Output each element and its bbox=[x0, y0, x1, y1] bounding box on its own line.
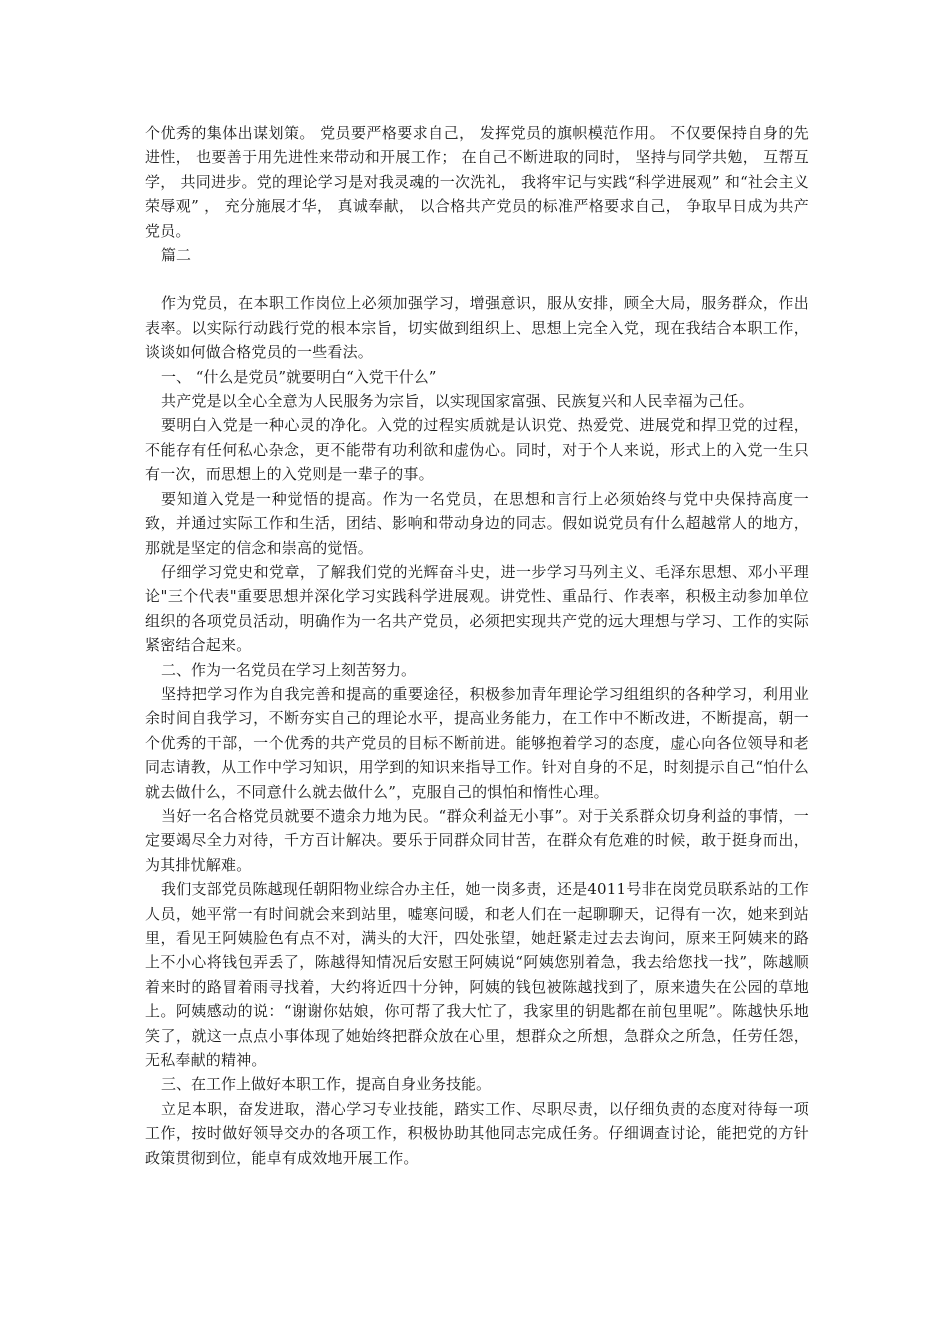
document-body bbox=[145, 121, 809, 1170]
paragraph-serve-people: 当好一名合格党员就要不遗余力地为民。“群众利益无小事”。对于关系群众切身利益的事情，一定要竭尽全力对待，千方百计解决。要乐于同群众同甘苦，在群众有危难的时候，敢于挺身而出，为其排忧解难。 bbox=[145, 806, 809, 874]
paragraph-intro-continuation: 个优秀的集体出谋划策。 党员要严格要求自己， 发挥党员的旗帜模范作用。 不仅要保持自身的先进性， 也要善于用先进性来带动和开展工作； 在自己不断进取的同时， 坚持与同学共勉， 互帮互学， 共同进步。党的理论学习是对我灵魂的一次洗礼， 我将牢记与实践“科学进展观” 和“社会主义荣辱观” ， 充分施展才华， 真诚奉献， 以合格共产党员的标准严格要求自己， 争取早日成为共产党员。 bbox=[145, 124, 809, 240]
blank-line bbox=[145, 267, 809, 291]
paragraph-opening: 作为党员，在本职工作岗位上必须加强学习，增强意识，服从安排，顾全大局，服务群众，作出表率。以实际行动践行党的根本宗旨，切实做到组织上、思想上完全入党，现在我结合本职工作，谈谈如何做合格党员的一些看法。 bbox=[145, 294, 809, 362]
paragraph-learning: 坚持把学习作为自我完善和提高的重要途径，积极参加青年理论学习组组织的各种学习，利用业余时间自我学习，不断夯实自己的理论水平，提高业务能力，在工作中不断改进，不断提高，朝一个优秀的干部，一个优秀的共产党员的目标不断前进。能够抱着学习的态度，虚心向各位领导和老同志请教，从工作中学习知识，用学到的知识来指导工作。针对自身的不足，时刻提示自己“怕什么就去做什么，不同意什么就去做什么”，克服自己的惧怕和惰性心理。 bbox=[145, 684, 809, 801]
heading-one: 一、 “什么是党员”就要明白“入党干什么” bbox=[161, 367, 437, 386]
paragraph-purification: 要明白入党是一种心灵的净化。入党的过程实质就是认识党、热爱党、进展党和捍卫党的过程，不能存有任何私心杂念，更不能带有功利欲和虚伪心。同时，对于个人来说，形式上的入党一生只有一次，而思想上的入党则是一辈子的事。 bbox=[145, 416, 809, 484]
paragraph-job-duty: 立足本职，奋发进取，潜心学习专业技能，踏实工作、尽职尽责，以仔细负责的态度对待每一项工作，按时做好领导交办的各项工作，积极协助其他同志完成任务。仔细调查讨论，能把党的方针政策贯彻到位，能卓有成效地开展工作。 bbox=[145, 1099, 809, 1167]
paragraph-study-history: 仔细学习党史和党章，了解我们党的光辉奋斗史，进一步学习马列主义、毛泽东思想、邓小平理论"三个代表"重要思想并深化学习实践科学进展观。讲党性、重品行、作表率，积极主动参加单位组织的各项党员活动，明确作为一名共产党员，必须把实现共产党的远大理想与学习、工作的实际紧密结合起来。 bbox=[145, 562, 809, 655]
heading-three: 三、在工作上做好本职工作，提高自身业务技能。 bbox=[161, 1075, 492, 1094]
paragraph-party-purpose: 共产党是以全心全意为人民服务为宗旨，以实现国家富强、民族复兴和人民幸福为己任。 bbox=[161, 392, 754, 411]
paragraph-example-story: 我们支部党员陈越现任朝阳物业综合办主任，她一岗多责，还是4011号非在岗党员联系站的工作人员，她平常一有时间就会来到站里，嘘寒问暖，和老人们在一起聊聊天，记得有一次，她来到站里，看见王阿姨脸色有点不对，满头的大汗，四处张望，她赶紧走过去去询问，原来王阿姨来的路上不小心将钱包弄丢了，陈越得知情况后安慰王阿姨说“阿姨您别着急，我去给您找一找”，陈越顺着来时的路冒着雨寻找着，大约将近四十分钟，阿姨的钱包被陈越找到了，原来遗失在公园的草地上。阿姨感动的说：“谢谢你姑娘，你可帮了我大忙了，我家里的钥匙都在前包里呢”。陈越快乐地笑了，就这一点点小事体现了她始终把群众放在心里，想群众之所想，急群众之所急，任劳任怨，无私奉献的精神。 bbox=[145, 880, 809, 1070]
section-title-part-two: 篇二 bbox=[161, 246, 192, 265]
paragraph-awareness: 要知道入党是一种觉悟的提高。作为一名党员，在思想和言行上必须始终与党中央保持高度一致，并通过实际工作和生活，团结、影响和带动身边的同志。假如说党员有什么超越常人的地方，那就是坚定的信念和崇高的觉悟。 bbox=[145, 489, 809, 557]
heading-two: 二、作为一名党员在学习上刻苦努力。 bbox=[161, 660, 417, 679]
